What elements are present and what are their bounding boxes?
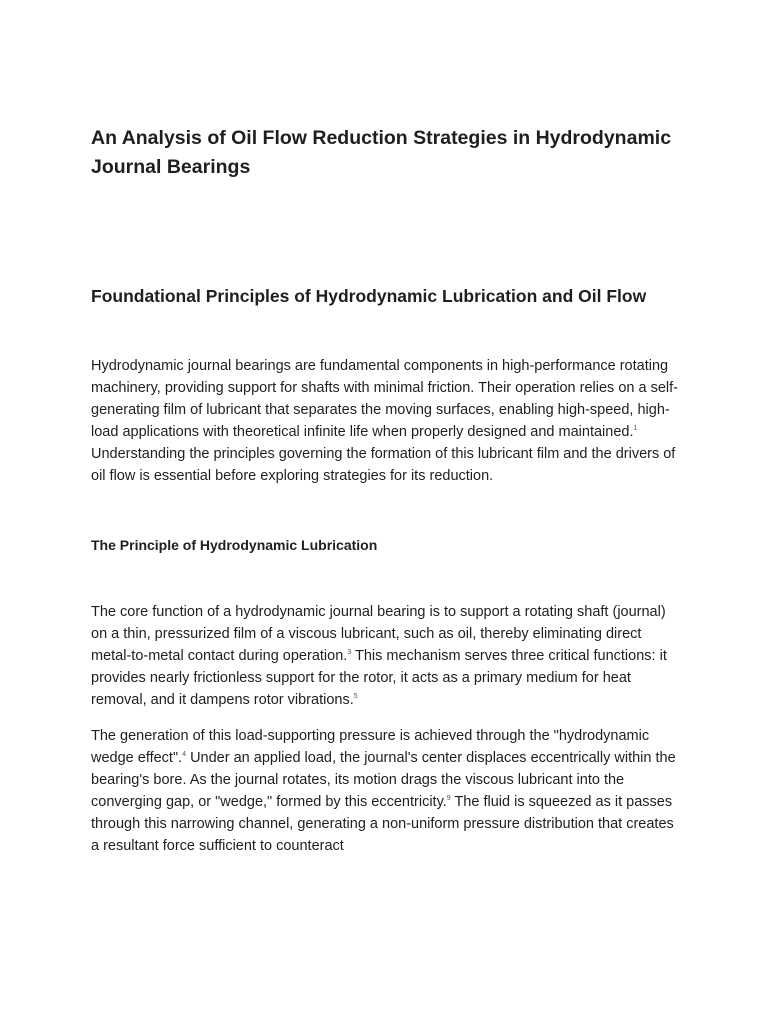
core-text-2: This mechanism serves three critical functions: it provides nearly frictionless support for the rotor, it acts as a primary medium for heat removal, and it dampens rotor vibrations. xyxy=(91,648,667,708)
intro-text-1: Hydrodynamic journal bearings are fundamental components in high-performance rotating machinery, providing support for shafts with minimal friction. Their operation relies on a self-generating film of lubricant that separates the moving surfaces, enabling high-speed, high-load applications with theoretical infinite life when properly designed and maintained. xyxy=(91,358,678,440)
intro-paragraph xyxy=(91,355,683,487)
wedge-text-1: The generation of this load-supporting pressure is achieved through the "hydrodynamic wedge effect". xyxy=(91,728,650,766)
document-title: An Analysis of Oil Flow Reduction Strategies in Hydrodynamic Journal Bearings xyxy=(91,127,672,178)
wedge-effect-paragraph xyxy=(91,725,683,857)
document-content xyxy=(91,124,683,857)
footnote-ref[interactable]: 1 xyxy=(633,425,638,432)
wedge-text-3: The fluid is squeezed as it passes through this narrowing channel, generating a non-uniform pressure distribution that creates a resultant force sufficient to counteract xyxy=(91,794,674,854)
wedge-text-2: Under an applied load, the journal's center displaces eccentrically within the bearing's bore. As the journal rotates, its motion drags the viscous lubricant into the converging gap, or "wedge," formed by this eccentricity. xyxy=(91,750,676,810)
core-text-1: The core function of a hydrodynamic journal bearing is to support a rotating shaft (journal) on a thin, pressurized film of a viscous lubricant, such as oil, thereby eliminating direct metal-to-metal contact during operation. xyxy=(91,604,666,664)
intro-text-2: Understanding the principles governing the formation of this lubricant film and the drivers of oil flow is essential before exploring strategies for its reduction. xyxy=(91,446,676,484)
subsection-heading: The Principle of Hydrodynamic Lubrication xyxy=(91,537,378,553)
footnote-ref[interactable]: 9 xyxy=(446,795,451,802)
footnote-ref[interactable]: 4 xyxy=(182,751,187,758)
section-heading: Foundational Principles of Hydrodynamic Lubrication and Oil Flow xyxy=(91,286,647,306)
footnote-ref[interactable]: 5 xyxy=(353,693,358,700)
core-function-paragraph xyxy=(91,601,683,711)
footnote-ref[interactable]: 3 xyxy=(347,649,352,656)
